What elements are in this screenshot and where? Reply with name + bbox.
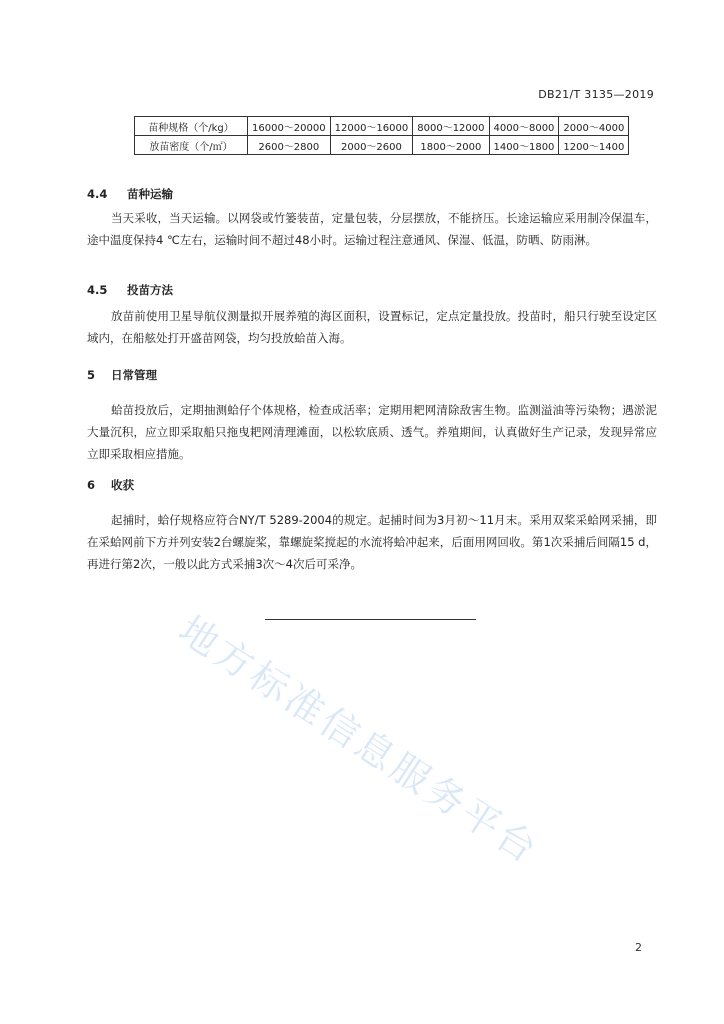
table-cell: 2000～4000: [559, 117, 629, 136]
table-row: [135, 117, 629, 136]
table-cell: 12000～16000: [330, 117, 413, 136]
end-rule: [265, 619, 476, 620]
table-cell: 2000～2600: [330, 136, 413, 155]
section-number: 4.5: [87, 283, 108, 297]
table-row-label: 放苗密度（个/㎡）: [135, 136, 248, 155]
table-cell: 1200～1400: [559, 136, 629, 155]
table-cell: 1400～1800: [489, 136, 559, 155]
table-cell: 8000～12000: [413, 117, 489, 136]
section-title: 投苗方法: [127, 283, 173, 297]
page-number: 2: [635, 941, 642, 954]
watermark: 地方标准信息服务平台: [171, 607, 548, 874]
section-body-4-5: 放苗前使用卫星导航仪测量拟开展养殖的海区面积，设置标记，定点定量投放。投苗时，船只行驶至设定区域内，在船舷处打开盛苗网袋，均匀投放蛤苗入海。: [87, 309, 657, 345]
section-number: 6: [87, 478, 96, 492]
table-row: [135, 136, 629, 155]
table-cell: 4000～8000: [489, 117, 559, 136]
table-cell: 16000～20000: [248, 117, 331, 136]
section-body-6: 起捕时，蛤仔规格应符合NY/T 5289-2004的规定。起捕时间为3月初～11月末。采用双桨采蛤网采捕，即在采蛤网前下方并列安装2台螺旋桨，靠螺旋桨搅起的水流将蛤冲起来，后面用网回收。第1次采捕后间隔15 d，再进行第2次，一般以此方式采捕3次～4次后可采净。: [87, 513, 657, 571]
section-title: 收获: [111, 478, 134, 492]
section-heading-5: [87, 367, 157, 383]
section-heading-4-5: [87, 282, 173, 298]
doc-code: DB21/T 3135—2019: [538, 88, 654, 101]
section-heading-6: [87, 477, 134, 493]
table-cell: 2600～2800: [248, 136, 331, 155]
table-row-label: 苗种规格（个/kg）: [135, 117, 248, 136]
section-title: 日常管理: [111, 368, 157, 382]
section-heading-4-4: [87, 186, 173, 202]
section-body-5: 蛤苗投放后，定期抽测蛤仔个体规格，检查成活率；定期用耙网清除敌害生物。监测溢油等污染物；遇淤泥大量沉积，应立即采取船只拖曳耙网清理滩面，以松软底质、透气。养殖期间，认真做好生产记录，发现异常应立即采取相应措施。: [87, 403, 657, 461]
spec-table: [134, 116, 629, 155]
section-number: 4.4: [87, 187, 108, 201]
section-body-4-4: 当天采收，当天运输。以网袋或竹篓装苗，定量包装，分层摆放，不能挤压。长途运输应采用制冷保温车，途中温度保持4 ℃左右，运输时间不超过48小时。运输过程注意通风、保湿、低温，防晒、防雨淋。: [87, 211, 657, 247]
section-title: 苗种运输: [127, 187, 173, 201]
table-cell: 1800～2000: [413, 136, 489, 155]
section-number: 5: [87, 368, 96, 382]
